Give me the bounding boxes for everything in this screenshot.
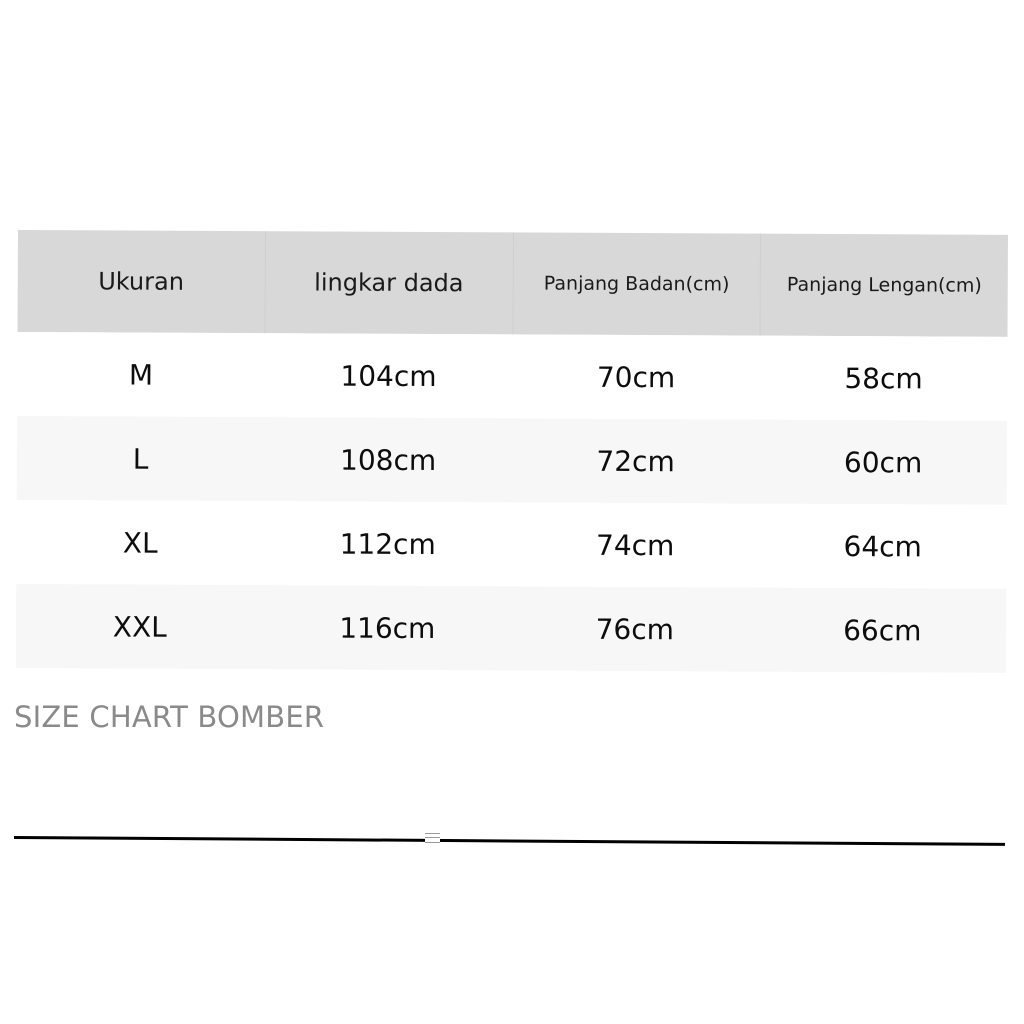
table-row (16, 584, 1006, 673)
cell-body-length: 72cm (596, 444, 675, 478)
cell-sleeve-length: 66cm (843, 613, 922, 647)
cell-size: XXL (112, 609, 167, 644)
table-row (17, 332, 1007, 421)
cell-body-length: 70cm (596, 360, 676, 394)
cell-sleeve-length: 64cm (843, 529, 922, 563)
cell-sleeve-length: 60cm (843, 445, 923, 479)
divider-line (14, 836, 1005, 846)
table-row (16, 500, 1006, 589)
size-chart-caption: SIZE CHART BOMBER (14, 700, 325, 734)
table-row (17, 416, 1007, 505)
header-panjang-badan: Panjang Badan(cm) (513, 232, 761, 335)
cell-chest: 112cm (339, 527, 436, 561)
cell-size: L (132, 442, 149, 476)
cell-sleeve-length: 58cm (844, 361, 923, 395)
header-lingkar-dada: lingkar dada (265, 231, 513, 334)
cell-chest: 104cm (340, 359, 437, 393)
cell-body-length: 76cm (595, 612, 675, 646)
cell-size: XL (122, 526, 158, 560)
cell-chest: 108cm (339, 443, 437, 477)
cell-size: M (128, 358, 154, 392)
header-panjang-lengan: Panjang Lengan(cm) (786, 273, 982, 297)
drag-handle (425, 833, 440, 843)
cell-body-length: 74cm (595, 528, 675, 562)
table-header-row (18, 230, 1008, 337)
cell-chest: 116cm (339, 611, 436, 645)
size-chart-table (16, 230, 1008, 673)
header-ukuran: Ukuran (18, 230, 266, 333)
